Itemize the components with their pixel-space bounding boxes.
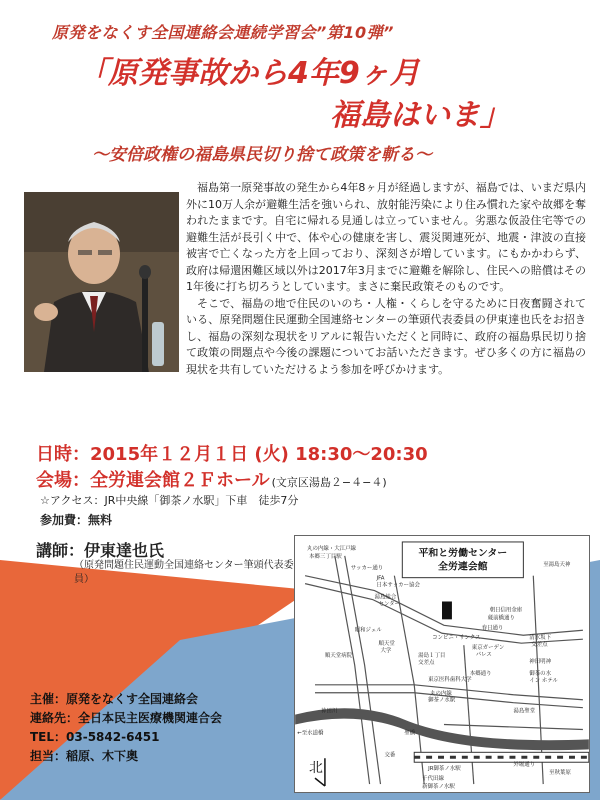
body-paragraph-2: そこで、福島の地で住民のいのち・人権・くらしを守るために日夜奮闘されている、原発問題住民運動全国連絡センターの筆頭代表委員の伊東達也氏をお招きし、福島の深刻な現状をリアルに報告いただくと同時に、政府の福島県民切り捨て政策の問題点や今後の課題についてお話いただきます。ぜひ多くの方に福島の現状を共有していただけるよう参加を呼びかけます。 [186, 296, 586, 376]
map-label-chiyoda: 千代田線 [422, 776, 444, 783]
map-label-palace: パレス [475, 652, 492, 659]
event-date [36, 440, 428, 466]
organizer-staff: 担当：稲原、木下奥 [30, 749, 139, 763]
organizer-info [30, 690, 222, 766]
map-label-denki: 東京医科歯科大学 [428, 676, 472, 683]
map-label-center: センター [378, 601, 401, 608]
map-label-seiwa: 昭和ジェル [354, 627, 382, 634]
map-label-koten: 交差点 [418, 660, 435, 666]
map-label-kuramae: 蔵前橋通り [487, 615, 515, 622]
map-label-yushima-sogo: 湯島総合 [374, 594, 397, 601]
map-label-tenjin: 至湯島天神 [543, 561, 571, 568]
map-label-juntendo: 順天堂 [378, 641, 395, 648]
access-info: ☆アクセス：JR中央線「御茶ノ水駅」下車 徒歩7分 [40, 494, 299, 507]
access-map [294, 535, 590, 793]
map-label-asahi: 朝日信用金庫 [489, 607, 523, 614]
speaker-photo [24, 192, 179, 372]
map-label-jfa-sub: 日本サッカー協会 [376, 582, 420, 589]
series-label: 原発をなくす全国連絡会連続学習会”第10弾” [52, 23, 394, 42]
subtitle: 〜安倍政権の福島県民切り捨て政策を斬る〜 [92, 145, 432, 165]
map-drawing [295, 536, 589, 792]
map-label-marunouchi: 丸の内線・大江戸線 [307, 545, 357, 552]
organizer-contact: 連絡先：全日本民主医療機関連合会 [30, 711, 223, 725]
date-value: 2015年１２月１日 (火) 18:30〜20:30 [90, 444, 428, 465]
map-label-seibashi: 聖橋 [404, 730, 416, 737]
map-label-koten2: 交差点 [531, 642, 548, 649]
organizer-host: 主催：原発をなくす全国連絡会 [30, 692, 199, 706]
body-paragraph-1: 福島第一原発事故の発生から4年8ヶ月が経過しますが、福島では、いまだ県内外に10万人余が避難生活を強いられ、放射能汚染により住み慣れた家や故郷を奪われたままです。自宅に帰れる見通しは立っていません。劣悪な仮設住宅等での避難生活が長引く中で、体や心の健康を害し、震災関連死が、地震・津波の直接被害で亡くなった方を上回っており、深刻さが増しています。にもかかわらず、政府は帰還困難区域以外は2017年3月までに避難を解除し、住民への賠償はその1年後に打ち切ろうとしています。まさに棄民政策そのものです。 [186, 181, 586, 293]
venue-address: (文京区湯島２−４−４) [271, 476, 387, 489]
map-label-ochanomizu-hotel: 御茶の水 [529, 670, 552, 677]
map-north-label: 北 [309, 760, 323, 777]
map-label-hongo: 本郷三丁目駅 [309, 553, 342, 560]
speaker-photo-illustration [24, 192, 179, 372]
map-label-yushima-seido: 湯島聖堂 [513, 708, 536, 715]
date-label: 日時： [36, 444, 90, 465]
map-label-kasuga: 春日通り [481, 625, 504, 632]
map-label-convenience: コンビニ・サンクス [432, 635, 481, 642]
map-label-koban: 交番 [384, 752, 396, 759]
main-title-line2: 福島はいま」 [330, 98, 510, 133]
speaker-name: 講師：伊東達也氏 [36, 541, 165, 560]
map-label-garden: 東京ガーデン [471, 645, 505, 652]
map-label-daigaku: 大学 [380, 648, 392, 655]
map-label-kenji: 順天堂病院 [324, 653, 353, 660]
map-label-yushima-1: 湯島１丁目 [418, 653, 446, 660]
organizer-tel: TEL：03-5842-6451 [30, 730, 160, 744]
map-label-marunouchi-station: 丸の内線 [430, 690, 452, 697]
event-venue [36, 466, 387, 492]
map-label-jfa: JFA [376, 575, 385, 582]
map-label-hongo-dori: 本郷通り [469, 670, 492, 677]
map-title-line1: 平和と労働センター [418, 547, 508, 559]
map-label-shin-ochanomizu: 新御茶ノ水駅 [422, 784, 455, 791]
speaker-affiliation: （原発問題住民運動全国連絡センター筆頭代表委員） [74, 560, 294, 585]
map-label-akihabara: 至秋葉原 [549, 770, 571, 777]
map-label-kanda-myojin: 神田明神 [529, 659, 552, 666]
map-label-ochanomizu-station: 御茶ノ水駅 [428, 697, 456, 704]
map-title-line2: 全労連会館 [438, 561, 488, 573]
map-label-kanda-river: 神田川 [320, 708, 338, 715]
map-label-jr-station: JR御茶ノ水駅 [428, 766, 461, 773]
map-venue-marker [442, 601, 452, 619]
main-title-line1: 「原発事故から4年9ヶ月 [78, 56, 420, 91]
map-label-soccer: サッカー通り [350, 565, 384, 572]
venue-label: 会場： [36, 470, 90, 491]
map-label-hotel: イン ホテル [529, 677, 558, 684]
venue-value: 全労連会館２Ｆホール [90, 470, 270, 491]
fee-info: 参加費：無料 [40, 513, 113, 527]
body-text [186, 180, 586, 378]
map-label-gaibori: 外堀通り [513, 762, 536, 769]
map-label-shimizu-zaka: 清水坂下 [529, 635, 552, 642]
map-label-suidobashi: ←至水道橋 [297, 730, 324, 737]
